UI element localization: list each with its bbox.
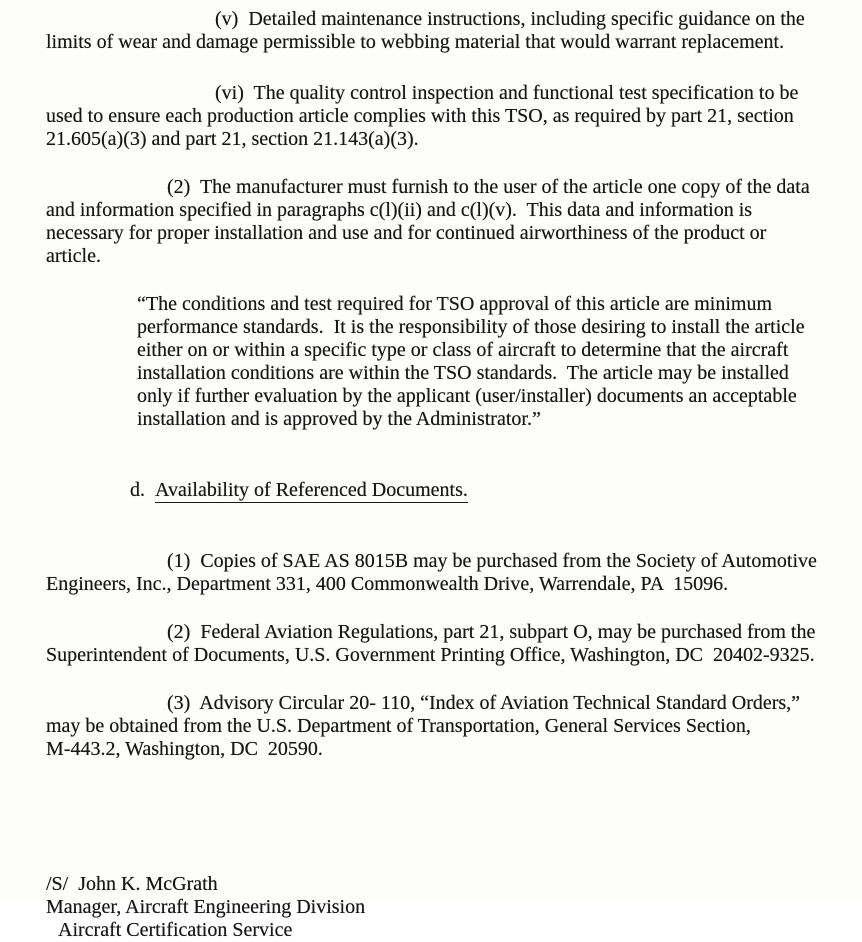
signature-org-line: Aircraft Certification Service (58, 919, 293, 941)
quote-block-line: installation and is approved by the Administrator.” (137, 408, 541, 430)
section-d-heading: Availability of Referenced Documents. (155, 479, 468, 501)
para-d2-line: Superintendent of Documents, U.S. Government Printing Office, Washington, DC 20402-9325. (46, 644, 815, 666)
quote-block-line: “The conditions and test required for TSO approval of this article are minimum (137, 293, 773, 315)
para-d1-line: Engineers, Inc., Department 331, 400 Commonwealth Drive, Warrendale, PA 15096. (46, 573, 729, 595)
para-d3-line: (3) Advisory Circular 20- 110, “Index of Aviation Technical Standard Orders,” (167, 692, 801, 714)
para-vi-line: 21.605(a)(3) and part 21, section 21.143(a)(3). (46, 128, 419, 150)
para-2-line: necessary for proper installation and use and for continued airworthiness of the product or (46, 222, 767, 244)
para-vi-line: used to ensure each production article complies with this TSO, as required by part 21, section (46, 105, 794, 127)
para-v-line: (v) Detailed maintenance instructions, including specific guidance on the (215, 8, 805, 30)
para-d1-line: (1) Copies of SAE AS 8015B may be purchased from the Society of Automotive (167, 550, 817, 572)
para-2-line: (2) The manufacturer must furnish to the user of the article one copy of the data (167, 176, 810, 198)
signature-line: /S/ John K. McGrath (46, 873, 218, 895)
section-d-letter: d. (130, 479, 145, 501)
para-d3-line: may be obtained from the U.S. Department of Transportation, General Services Section, (46, 715, 751, 737)
quote-block-line: either on or within a specific type or class of aircraft to determine that the aircraft (137, 339, 789, 361)
para-2-line: and information specified in paragraphs c(l)(ii) and c(l)(v). This data and information is (46, 199, 753, 221)
para-d3-line: M-443.2, Washington, DC 20590. (46, 738, 323, 760)
section-d-heading-line (46, 456, 842, 525)
quote-block-line: performance standards. It is the responsibility of those desiring to install the article (137, 316, 805, 338)
para-d2-line: (2) Federal Aviation Regulations, part 21, subpart O, may be purchased from the (167, 621, 816, 643)
signature-title-line: Manager, Aircraft Engineering Division (46, 896, 366, 918)
para-2-line: article. (46, 245, 101, 267)
para-v-line: limits of wear and damage permissible to webbing material that would warrant replacement. (46, 31, 785, 53)
quote-block-line: only if further evaluation by the applicant (user/installer) documents an acceptable (137, 385, 797, 407)
quote-block-line: installation conditions are within the TSO standards. The article may be installed (137, 362, 789, 384)
para-vi-line: (vi) The quality control inspection and functional test specification to be (215, 82, 799, 104)
